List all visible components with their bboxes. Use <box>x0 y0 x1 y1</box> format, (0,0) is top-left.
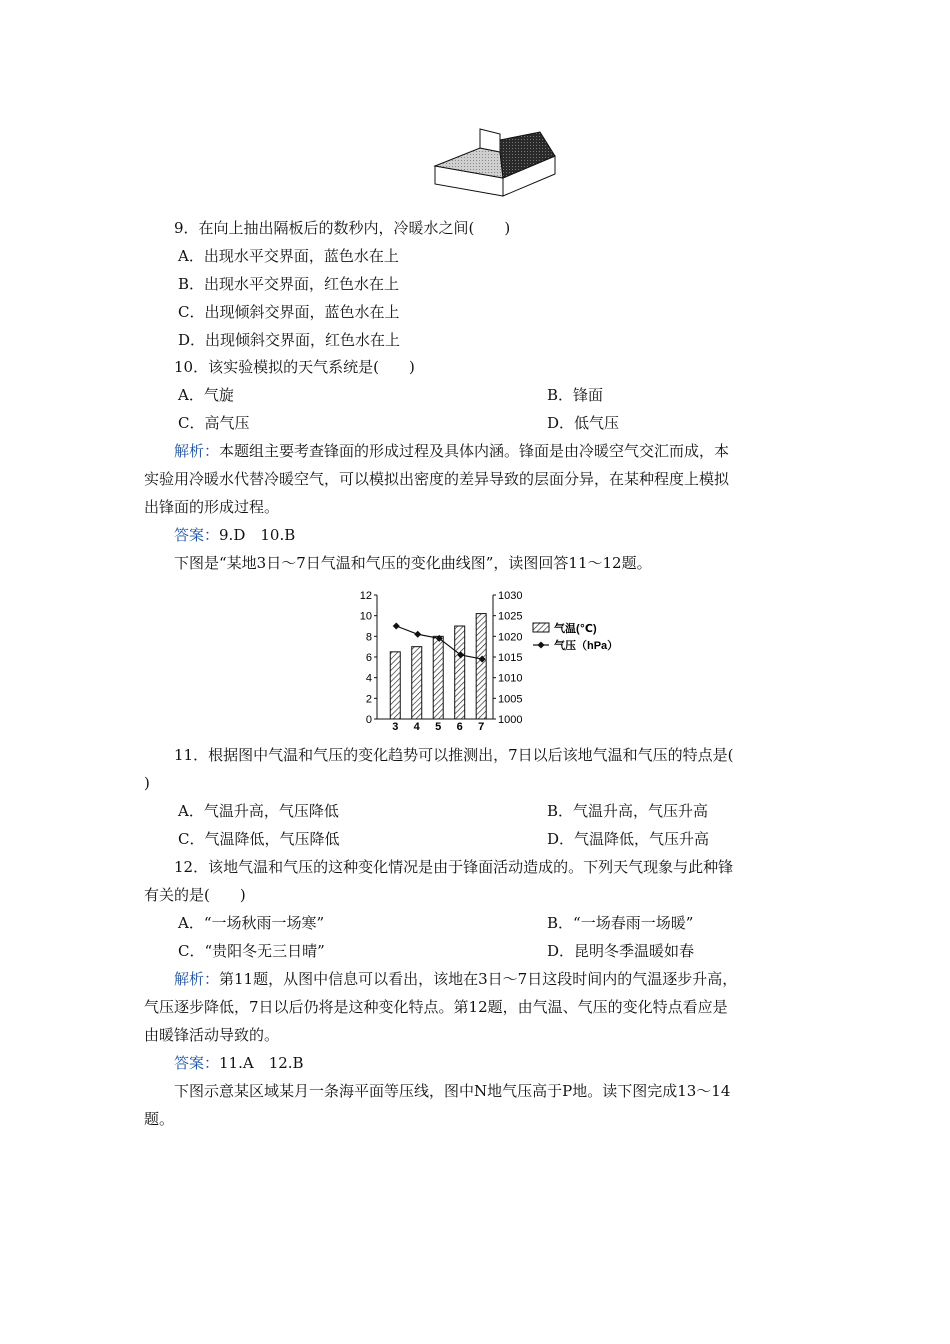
q9-option-a: A．出现水平交界面，蓝色水在上 <box>178 247 399 265</box>
intro-q13-14-line2: 题。 <box>144 1110 175 1128</box>
x-tick-label: 4 <box>413 721 420 730</box>
q10-option-c: C．高气压 <box>178 414 250 432</box>
legend-pressure-label: 气压（hPa） <box>554 640 619 652</box>
q12-option-a: A．“一场秋雨一场寒” <box>178 914 325 932</box>
right-tick-label: 1025 <box>498 610 523 623</box>
analysis1-line1: 解析：本题组主要考查锋面的形成过程及具体内涵。锋面是由冷暖空气交汇而成，本 <box>174 442 730 460</box>
q9-stem: 9．在向上抽出隔板后的数秒内，冷暖水之间( ) <box>174 219 511 237</box>
x-tick-label: 6 <box>456 721 463 730</box>
left-tick-label: 10 <box>359 610 372 623</box>
q10-stem: 10．该实验模拟的天气系统是( ) <box>174 358 415 376</box>
pressure-point <box>393 622 400 629</box>
x-tick-label: 5 <box>435 721 442 730</box>
analysis2-line2: 气压逐步降低，7日以后仍将是这种变化特点。第12题，由气温、气压的变化特点看应是 <box>144 998 728 1016</box>
answer-label: 答案： <box>174 526 220 544</box>
pressure-point <box>414 631 421 638</box>
left-tick-label: 0 <box>365 714 372 726</box>
answer1: 答案：9.D 10.B <box>174 526 296 544</box>
right-tick-label: 1010 <box>498 672 523 685</box>
left-tick-label: 6 <box>365 652 372 664</box>
right-tick-label: 1020 <box>498 631 523 644</box>
water-tank-illustration <box>430 126 560 198</box>
q12-option-c: C．“贵阳冬无三日晴” <box>178 942 325 960</box>
temperature-bar <box>390 652 400 719</box>
temperature-bar <box>455 626 465 719</box>
q11-stem-line1: 11．根据图中气温和气压的变化趋势可以推测出，7日以后该地气温和气压的特点是( <box>174 746 734 764</box>
analysis2-line3: 由暖锋活动导致的。 <box>144 1026 280 1044</box>
analysis1-line3: 出锋面的形成过程。 <box>144 498 280 516</box>
answer-label: 答案： <box>174 1054 220 1072</box>
q11-option-c: C．气温降低，气压降低 <box>178 830 340 848</box>
q11-option-b: B．气温升高，气压升高 <box>547 802 709 820</box>
left-tick-label: 8 <box>365 631 372 644</box>
right-tick-label: 1005 <box>498 693 523 706</box>
left-tick-label: 12 <box>359 590 372 602</box>
temperature-pressure-chart <box>340 585 640 730</box>
analysis-label: 解析： <box>174 442 220 460</box>
right-tick-label: 1030 <box>498 590 523 602</box>
q12-option-d: D．昆明冬季温暖如春 <box>547 942 695 960</box>
q11-stem-line2: ) <box>144 774 150 792</box>
temperature-bar <box>412 647 422 719</box>
analysis1-line2: 实验用冷暖水代替冷暖空气，可以模拟出密度的差异导致的层面分异，在某种程度上模拟 <box>144 470 730 488</box>
analysis-label: 解析： <box>174 970 220 988</box>
x-tick-label: 7 <box>478 721 485 730</box>
q12-stem-line2: 有关的是( ) <box>144 886 246 904</box>
x-tick-label: 3 <box>392 721 399 730</box>
temperature-bar <box>433 636 443 719</box>
q12-option-b: B．“一场春雨一场暖” <box>547 914 694 932</box>
analysis2-line1: 解析：第11题，从图中信息可以看出，该地在3日～7日这段时间内的气温逐步升高， <box>174 970 738 988</box>
left-tick-label: 4 <box>365 672 372 685</box>
left-tick-label: 2 <box>365 693 372 706</box>
intro-q13-14-line1: 下图示意某区域某月一条海平面等压线，图中N地气压高于P地。读下图完成13～14 <box>174 1082 731 1100</box>
q11-option-a: A．气温升高，气压降低 <box>178 802 339 820</box>
q9-option-b: B．出现水平交界面，红色水在上 <box>178 275 400 293</box>
q10-option-d: D．低气压 <box>547 414 620 432</box>
legend-temperature-label: 气温(℃) <box>554 623 597 635</box>
right-tick-label: 1015 <box>498 652 523 664</box>
q11-option-d: D．气温降低，气压升高 <box>547 830 710 848</box>
right-tick-label: 1000 <box>498 714 523 726</box>
temperature-bar <box>476 614 486 719</box>
q10-option-b: B．锋面 <box>547 386 604 404</box>
q9-option-d: D．出现倾斜交界面，红色水在上 <box>178 331 401 349</box>
legend-temperature-swatch <box>533 623 549 632</box>
answer2: 答案：11.A 12.B <box>174 1054 304 1072</box>
q10-option-a: A．气旋 <box>178 386 234 404</box>
q12-stem-line1: 12．该地气温和气压的这种变化情况是由于锋面活动造成的。下列天气现象与此种锋 <box>174 858 734 876</box>
intro-q11-12: 下图是“某地3日～7日气温和气压的变化曲线图”，读图回答11～12题。 <box>174 554 652 572</box>
legend-pressure-marker <box>537 641 544 648</box>
q9-option-c: C．出现倾斜交界面，蓝色水在上 <box>178 303 400 321</box>
